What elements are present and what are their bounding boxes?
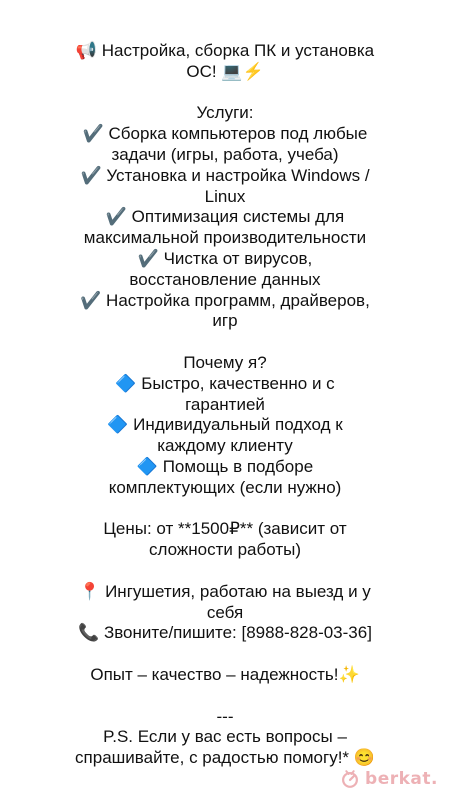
post-line: спрашивайте, с радостью помогу!* 😊 (75, 748, 375, 768)
post-line: сложности работы) (149, 540, 301, 560)
post-line: --- (216, 706, 234, 726)
berkat-logo-icon (339, 768, 361, 790)
post-line: 📞 Звоните/пишите: [8988-828-03-36] (78, 623, 372, 643)
post-line: задачи (игры, работа, учеба) (111, 144, 339, 164)
post-line: каждому клиенту (157, 436, 293, 456)
watermark (339, 768, 438, 790)
post-line: Почему я? (183, 352, 267, 372)
post-line: максимальной производительности (83, 228, 367, 248)
post-line (0, 686, 450, 707)
post-line: ОС! 💻⚡ (186, 61, 264, 81)
post-line: ✔️ Настройка программ, драйверов, (80, 290, 370, 310)
post-line: восстановление данных (129, 269, 321, 289)
post-line: Linux (204, 186, 246, 206)
post-line: P.S. Если у вас есть вопросы – (103, 727, 347, 747)
post-line: ✔️ Чистка от вирусов, (137, 248, 313, 268)
watermark-text: berkat. (365, 769, 438, 789)
post-line: Цены: от **1500₽** (зависит от (103, 519, 347, 539)
post-line: 🔷 Быстро, качественно и с (115, 373, 335, 393)
post-line (0, 499, 450, 520)
post-line: ✔️ Оптимизация системы для (105, 207, 345, 227)
post-line: Опыт – качество – надежность!✨ (90, 664, 360, 684)
post-line: игр (212, 311, 238, 331)
post-line (0, 83, 450, 104)
post-line: Услуги: (196, 103, 254, 123)
post-line: 📢 Настройка, сборка ПК и установка (75, 41, 375, 60)
post-line: гарантией (185, 394, 265, 414)
post-text (0, 41, 450, 769)
post-line: себя (206, 602, 244, 622)
post-line (0, 644, 450, 665)
post-line (0, 561, 450, 582)
post-line (0, 332, 450, 353)
post-line: комплектующих (если нужно) (108, 477, 342, 497)
post-line: 🔷 Индивидуальный подход к (107, 415, 343, 435)
post-line: 🔷 Помощь в подборе (136, 456, 314, 476)
post-line: ✔️ Установка и настройка Windows / (80, 165, 370, 185)
post-line: 📍 Ингушетия, работаю на выезд и у (79, 581, 371, 601)
post-line: ✔️ Сборка компьютеров под любые (82, 124, 368, 144)
